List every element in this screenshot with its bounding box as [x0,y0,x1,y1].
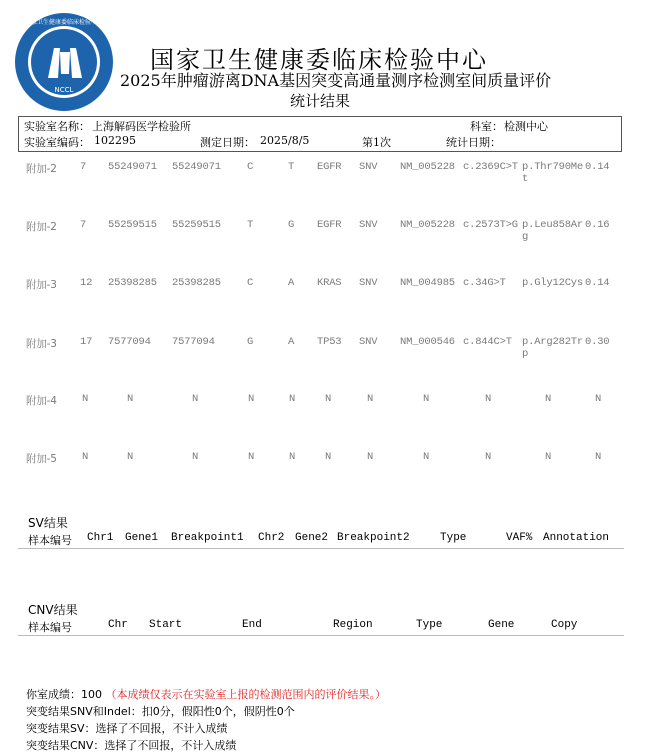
snv-cell-aa: p.Leu858Arg [522,219,584,243]
round: 第1次 [362,136,391,149]
score-value: 100 [81,688,102,701]
sv-header-sample: 样本编号 [28,534,72,547]
snv-cell-chr: N [82,393,89,405]
snv-cell-cdna: N [485,451,492,463]
snv-cell-cdna: c.2369C>T [463,161,518,173]
snv-cell-end: N [192,393,199,405]
score-note: （本成绩仅表示在实验室上报的检测范围内的评价结果。） [105,688,386,701]
snv-cell-vaf: 0.14 [585,277,610,289]
sv-header-breakpoint2: Breakpoint2 [337,532,410,544]
cnv-header-copy: Copy [551,619,578,631]
logo-ring-bottom: NCCL [54,86,74,94]
snv-cell-cdna: c.34G>T [463,277,506,289]
snv-cell-transcript: NM_005228 [400,161,455,173]
snv-cell-start: 55249071 [108,161,157,173]
snv-cell-gene: TP53 [317,336,342,348]
snv-cell-alt: N [289,451,296,463]
sv-header-gene2: Gene2 [295,532,329,544]
org-title: 国家卫生健康委临床检验中心 [150,46,488,74]
sv-header-annotation: Annotation [543,532,610,544]
test-date-label: 测定日期： [200,136,255,149]
snv-cell-start: N [127,451,134,463]
snv-cell-cdna: c.844C>T [463,336,512,348]
snv-cell-aa: N [545,393,552,405]
snv-cell-ref: G [247,336,254,348]
snv-cell-cdna: c.2573T>G [463,219,518,231]
snv-cell-gene: KRAS [317,277,342,289]
snv-cell-end: 25398285 [172,277,221,289]
lab-name-label: 实验室名称： [24,120,90,133]
snv-cell-type: SNV [359,277,378,289]
snv-cell-aa: N [545,451,552,463]
lab-code-label: 实验室编码： [24,136,90,149]
sv-header-breakpoint1: Breakpoint1 [171,532,244,544]
test-date: 2025/8/5 [260,134,310,147]
dept: 检测中心 [504,120,548,133]
sv-header-vaf: VAF% [506,532,533,544]
snv-cell-type: SNV [359,219,378,231]
snv-cell-ref: T [247,219,254,231]
cnv-result: 突变结果CNV：选择了不回报，不计入成绩 [26,739,237,752]
snv-cell-vaf: N [595,393,602,405]
snv-cell-end: N [192,451,199,463]
snv-cell-transcript: NM_005228 [400,219,455,231]
snv-cell-gene: N [325,451,332,463]
dept-label: 科室： [470,120,503,133]
snv-cell-type: N [367,451,374,463]
cnv-header-gene: Gene [488,619,515,631]
snv-cell-chr: 12 [80,277,93,289]
snv-cell-transcript: N [423,393,430,405]
nccl-logo [14,12,114,112]
snv-cell-end: 7577094 [172,336,215,348]
lab-name: 上海解码医学检验所 [92,120,191,133]
cnv-header-start: Start [149,619,183,631]
cnv-header-chr: Chr [108,619,128,631]
snv-cell-start: 55259515 [108,219,157,231]
snv-cell-vaf: 0.14 [585,161,610,173]
snv-indel-result: 突变结果SNV和Indel：扣0分，假阳性0个，假阴性0个 [26,705,295,718]
snv-cell-alt: A [288,336,295,348]
snv-cell-alt: A [288,277,295,289]
snv-cell-end: 55249071 [172,161,221,173]
snv-cell-sample: 附加-3 [26,338,57,350]
snv-cell-ref: C [247,161,254,173]
sv-header-type: Type [440,532,467,544]
snv-cell-type: SNV [359,161,378,173]
snv-cell-type: SNV [359,336,378,348]
snv-cell-sample: 附加-2 [26,163,57,175]
snv-cell-gene: N [325,393,332,405]
snv-cell-start: 25398285 [108,277,157,289]
snv-cell-alt: T [288,161,295,173]
snv-cell-transcript: N [423,451,430,463]
snv-cell-transcript: NM_000546 [400,336,455,348]
snv-cell-sample: 附加-2 [26,221,57,233]
snv-cell-sample: 附加-4 [26,395,57,407]
sv-result: 突变结果SV：选择了不回报，不计入成绩 [26,722,228,735]
snv-cell-vaf: N [595,451,602,463]
cnv-header-type: Type [416,619,443,631]
snv-cell-aa: p.Gly12Cys [522,277,584,289]
stat-date-label: 统计日期： [446,136,501,149]
snv-cell-start: 7577094 [108,336,151,348]
snv-cell-aa: p.Thr790Met [522,161,584,185]
snv-cell-vaf: 0.30 [585,336,610,348]
cnv-divider [18,635,624,636]
snv-cell-alt: N [289,393,296,405]
snv-cell-ref: N [248,393,255,405]
snv-cell-chr: N [82,451,89,463]
sv-header-chr2: Chr2 [258,532,285,544]
score-label: 你室成绩： [26,688,81,701]
report-title: 2025年肿瘤游离DNA基因突变高通量测序检测室间质量评价 [120,71,552,90]
snv-cell-start: N [127,393,134,405]
score-line [26,686,386,702]
snv-cell-sample: 附加-3 [26,279,57,291]
cnv-title: CNV结果 [28,603,78,617]
snv-cell-gene: EGFR [317,161,342,173]
snv-cell-transcript: NM_004985 [400,277,455,289]
snv-cell-end: 55259515 [172,219,221,231]
sv-header-gene1: Gene1 [125,532,159,544]
cnv-header-region: Region [333,619,373,631]
snv-cell-chr: 17 [80,336,93,348]
report-subtitle: 统计结果 [290,92,351,110]
logo-ring-top: 国家卫生健康委临床检验中心 [24,19,104,26]
sv-title: SV结果 [28,516,68,530]
snv-cell-cdna: N [485,393,492,405]
snv-cell-type: N [367,393,374,405]
lab-code: 102295 [94,134,136,147]
snv-cell-alt: G [288,219,295,231]
snv-cell-ref: C [247,277,254,289]
sv-divider [18,548,624,549]
snv-cell-aa: p.Arg282Trp [522,336,584,360]
cnv-header-end: End [242,619,262,631]
snv-cell-vaf: 0.16 [585,219,610,231]
cnv-header-sample: 样本编号 [28,621,72,634]
snv-cell-ref: N [248,451,255,463]
snv-cell-chr: 7 [80,219,87,231]
snv-cell-gene: EGFR [317,219,342,231]
snv-cell-chr: 7 [80,161,87,173]
sv-header-chr1: Chr1 [87,532,114,544]
snv-cell-sample: 附加-5 [26,453,57,465]
